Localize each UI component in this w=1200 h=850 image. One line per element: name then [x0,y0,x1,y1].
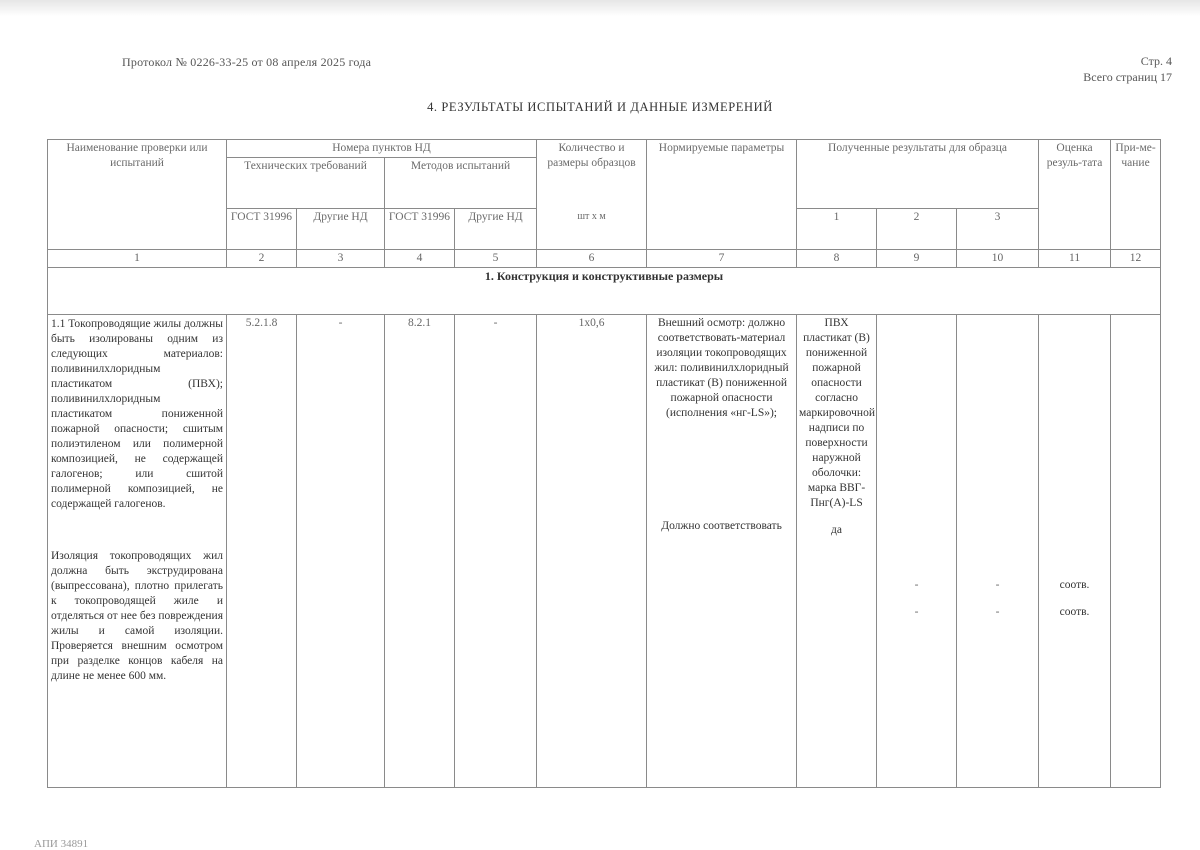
protocol-header: Протокол № 0226-33-25 от 08 апреля 2025 года [122,55,372,69]
result-sample-3 [957,315,1039,788]
section-title: 1. Конструкция и конструктивные размеры [48,268,1161,315]
col-num: 9 [877,250,957,268]
header-tech: Технических требований [227,158,385,209]
col-num: 7 [647,250,797,268]
header-qty-unit: шт х м [577,211,606,222]
total-pages: Всего страниц 17 [1083,70,1172,84]
col-num: 5 [455,250,537,268]
header-qty-label: Количество и размеры образцов [547,142,636,169]
page-info [1083,53,1172,85]
result-sample-2-b: - [914,606,919,618]
header-method-gost: ГОСТ 31996 [385,209,455,250]
col-num: 1 [48,250,227,268]
result-sample-3-a: - [995,579,1000,591]
norm-params [647,315,797,788]
header-row-1 [48,140,1161,158]
result-sample-1-b: да [831,524,843,536]
header-qty [537,140,647,250]
norm-params-1: Внешний осмотр: должно соответствовать-материал изоляции токопроводящих жил: поливинилхлоридный пластикат (В) пониженной пожарной опасности (исполнения «нг-LS»); [654,317,789,419]
col-num: 12 [1111,250,1161,268]
method-other-clause: - [455,315,537,788]
check-description-1: 1.1 Токопроводящие жилы должны быть изолированы одним из следующих материалов: поливинилхлоридным пластикатом (ПВХ); поливинилхлоридным пластикатом пониженной пожарной опасности; сшитым полиэтиленом или полимерной композицией, не содержащей галогенов; или сшитой полимерной композицией, не содержащей галогенов. [51,318,223,510]
sample-2: 2 [877,209,957,250]
page-number: Стр. 4 [1140,54,1172,68]
sample-qty: 1х0,6 [537,315,647,788]
header-methods: Методов испытаний [385,158,537,209]
col-num: 6 [537,250,647,268]
evaluation-b: соотв. [1059,606,1090,618]
check-description-2: Изоляция токопроводящих жил должна быть экструдирована (выпрессована), плотно прилегать к токопроводящей жиле и отделяться от нее без повреждения жилы и самой изоляции. Проверяется внешним осмотром при разделке концов кабеля на длине не менее 600 мм. [51,550,223,682]
scan-top-edge [0,0,1200,16]
method-gost-clause: 8.2.1 [385,315,455,788]
tech-other-clause: - [297,315,385,788]
col-num: 11 [1039,250,1111,268]
section-row [48,268,1161,315]
header-tech-other: Другие НД [297,209,385,250]
header-norm: Нормируемые параметры [647,140,797,250]
header-eval: Оценка резуль-тата [1039,140,1111,250]
col-num: 2 [227,250,297,268]
col-num: 10 [957,250,1039,268]
col-num: 8 [797,250,877,268]
header-name: Наименование проверки или испытаний [48,140,227,250]
header-nd: Номера пунктов НД [227,140,537,158]
note [1111,315,1161,788]
col-num: 3 [297,250,385,268]
result-sample-1-a: ПВХ пластикат (В) пониженной пожарной опасности согласно маркировочной надписи по поверхности наружной оболочки: марка ВВГ-Пнг(А)-LS [799,317,875,509]
evaluation-a: соотв. [1059,579,1090,591]
header-method-other: Другие НД [455,209,537,250]
check-description [48,315,227,788]
footer-code: АПИ 34891 [34,838,89,850]
result-sample-2-a: - [914,579,919,591]
result-sample-1 [797,315,877,788]
sample-3: 3 [957,209,1039,250]
result-sample-2 [877,315,957,788]
evaluation [1039,315,1111,788]
page-title: 4. РЕЗУЛЬТАТЫ ИСПЫТАНИЙ И ДАННЫЕ ИЗМЕРЕНИЙ [427,100,773,114]
result-sample-3-b: - [995,606,1000,618]
col-num: 4 [385,250,455,268]
norm-params-2: Должно соответствовать [661,520,782,532]
table-row [48,315,1161,788]
column-numbers-row [48,250,1161,268]
tech-gost-clause: 5.2.1.8 [227,315,297,788]
header-tech-gost: ГОСТ 31996 [227,209,297,250]
results-table [47,139,1161,788]
sample-1: 1 [797,209,877,250]
header-note: При-ме-чание [1111,140,1161,250]
header-results: Полученные результаты для образца [797,140,1039,209]
